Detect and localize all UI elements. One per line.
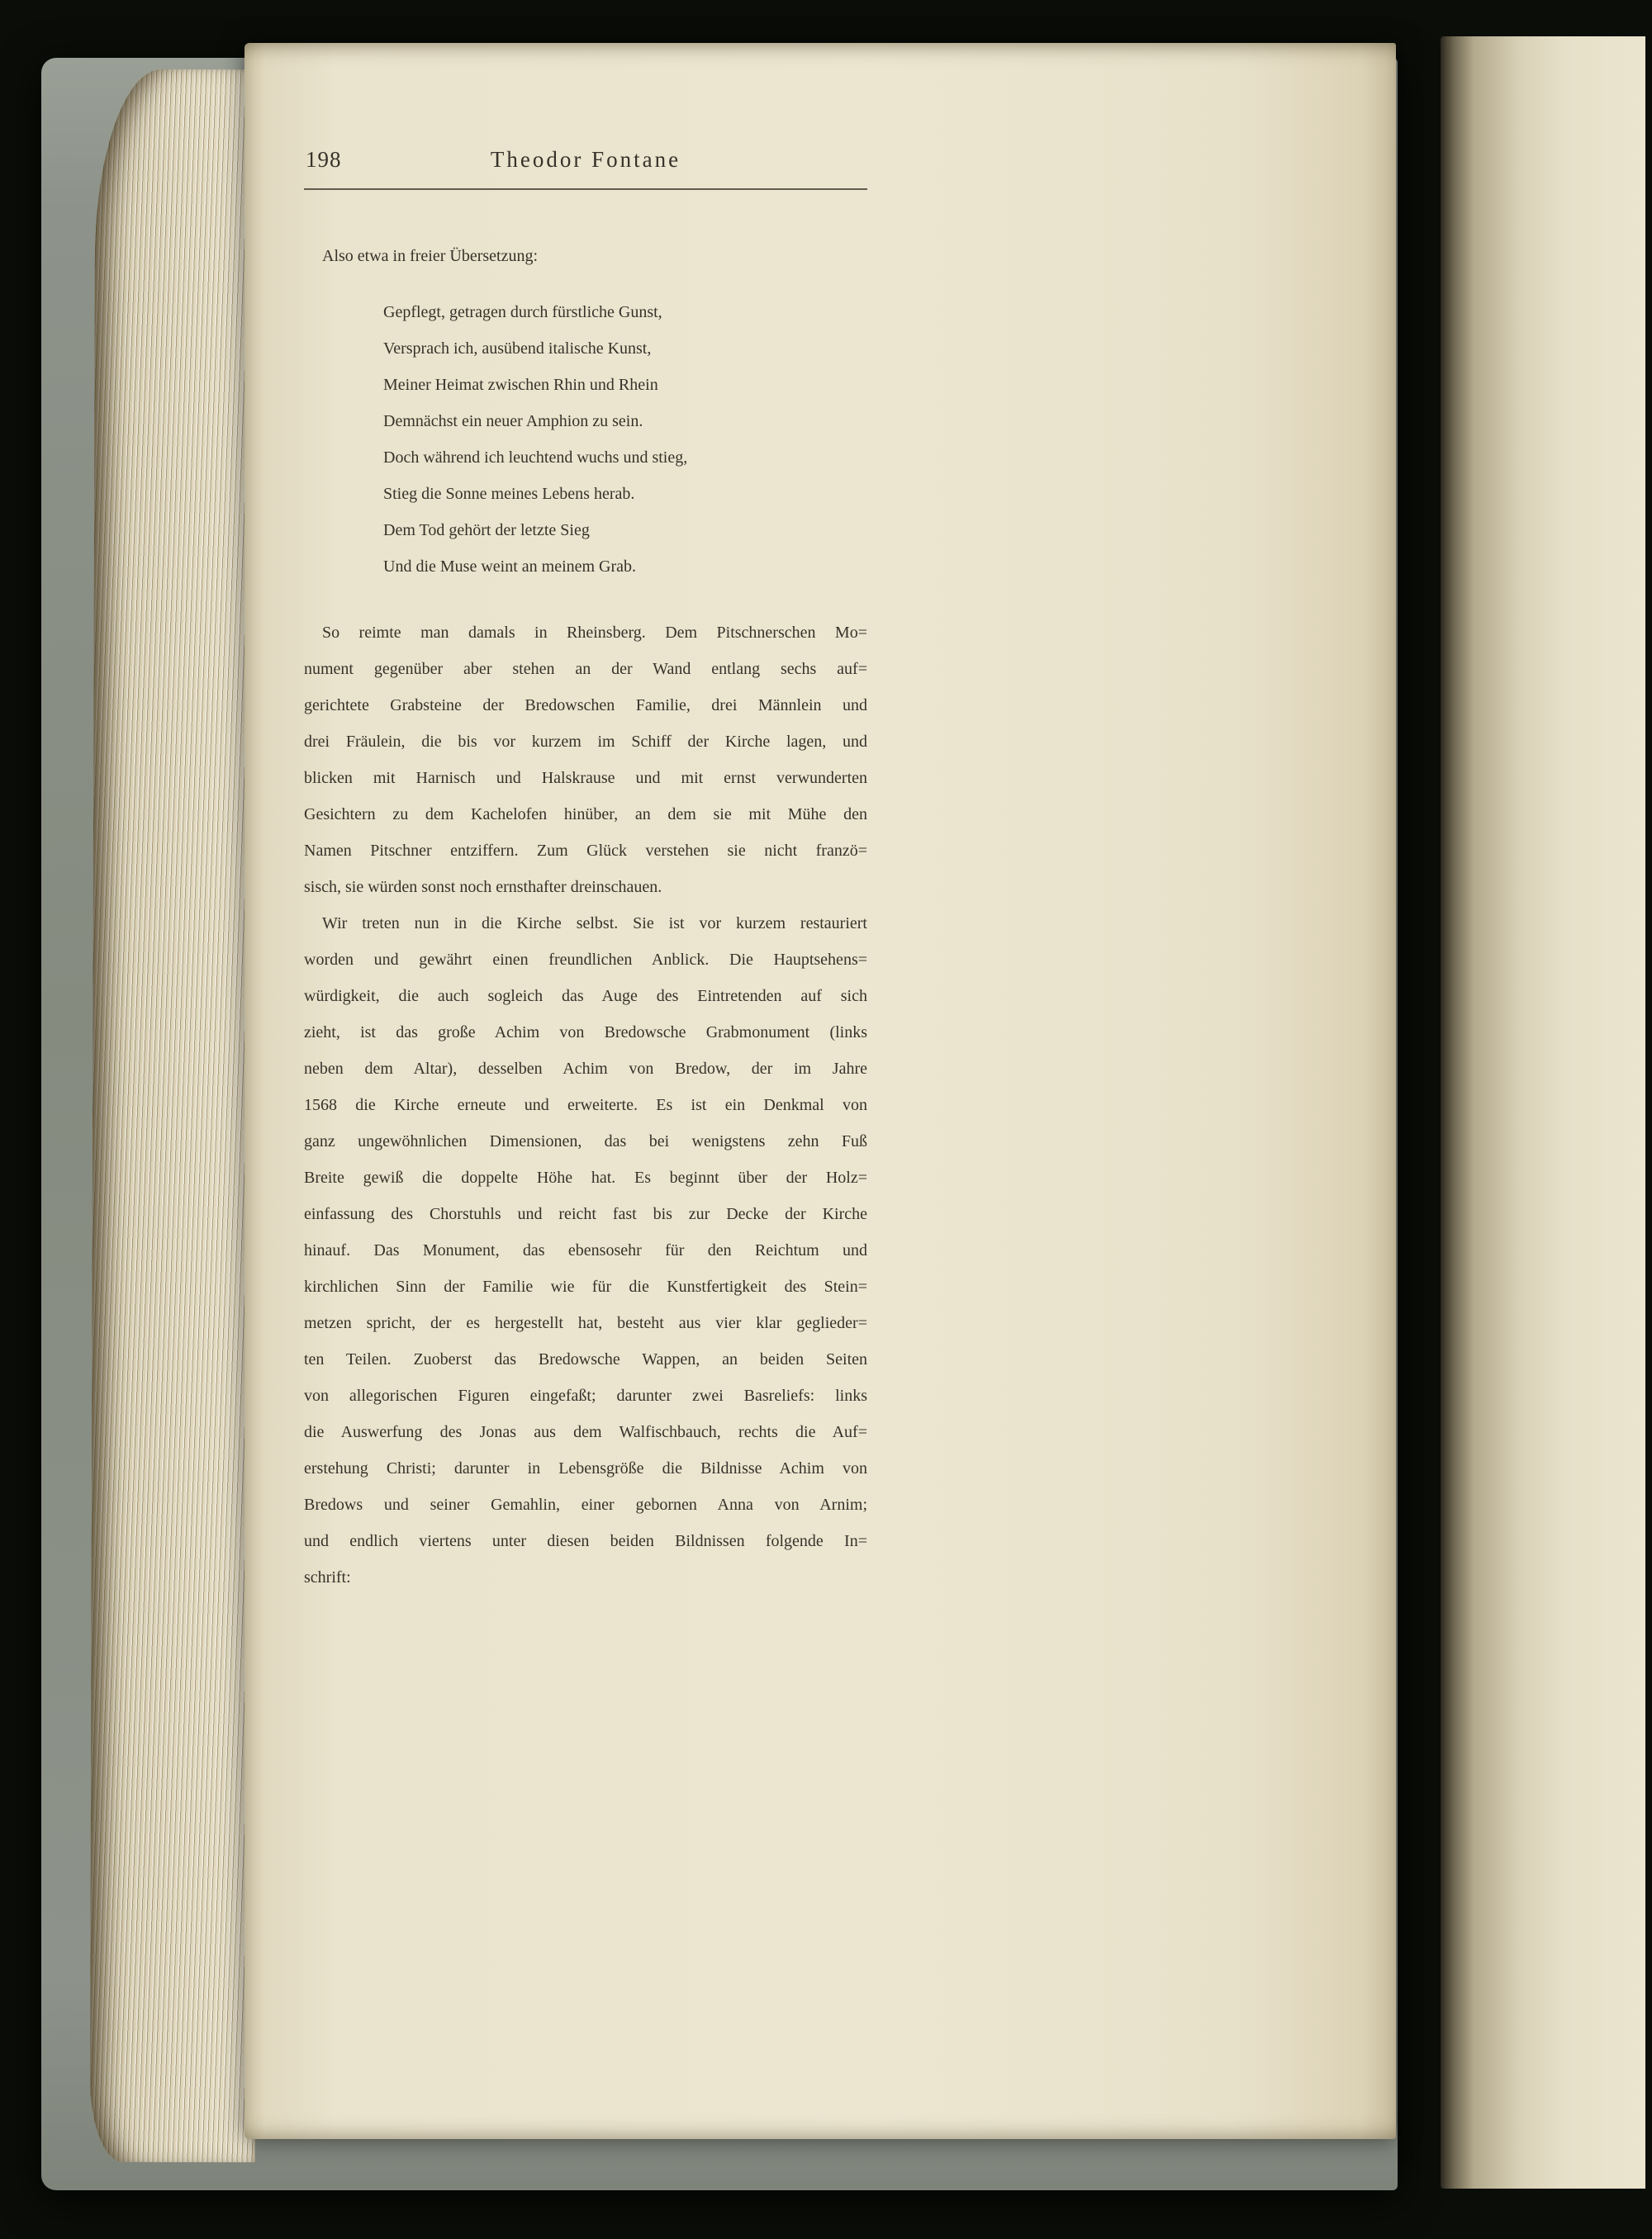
text-line: zieht, ist das große Achim von Bredowsche Grabmonument (links: [304, 1023, 867, 1041]
text-line: erstehung Christi; darunter in Lebensgröße die Bildnisse Achim von: [304, 1459, 867, 1478]
text-line: Namen Pitschner entziffern. Zum Glück verstehen sie nicht franzö=: [304, 842, 867, 860]
running-title: Theodor Fontane: [490, 147, 681, 172]
text-line: metzen spricht, der es hergestellt hat, besteht aus vier klar geglieder=: [304, 1314, 867, 1332]
paragraph: [304, 905, 867, 1596]
text-line: einfassung des Chorstuhls und reicht fast bis zur Decke der Kirche: [304, 1205, 867, 1223]
facing-page-sliver: [1441, 36, 1645, 2189]
text-line: Breite gewiß die doppelte Höhe hat. Es beginnt über der Holz=: [304, 1169, 867, 1187]
text-line: ten Teilen. Zuoberst das Bredowsche Wappen, an beiden Seiten: [304, 1350, 867, 1369]
poem-line: Gepflegt, getragen durch fürstliche Gunst,: [383, 303, 662, 321]
text-line: nument gegenüber aber stehen an der Wand entlang sechs auf=: [304, 660, 867, 678]
intro-line: Also etwa in freier Übersetzung:: [322, 247, 539, 265]
text-line: von allegorischen Figuren eingefaßt; darunter zwei Basreliefs: links: [304, 1387, 867, 1405]
text-line: blicken mit Harnisch und Halskrause und mit ernst verwunderten: [304, 769, 867, 787]
poem-line: Meiner Heimat zwischen Rhin und Rhein: [383, 376, 658, 394]
book-page: [244, 43, 1396, 2139]
running-header: [304, 147, 867, 177]
text-line: 1568 die Kirche erneute und erweiterte. Es ist ein Denkmal von: [304, 1096, 867, 1114]
text-line: So reimte man damals in Rheinsberg. Dem Pitschnerschen Mo=: [322, 624, 867, 642]
text-line: neben dem Altar), desselben Achim von Bredow, der im Jahre: [304, 1060, 867, 1078]
poem-line: Doch während ich leuchtend wuchs und stieg,: [383, 448, 688, 467]
header-rule: [304, 188, 867, 190]
text-line: Wir treten nun in die Kirche selbst. Sie ist vor kurzem restauriert: [322, 914, 867, 932]
poem-line: Und die Muse weint an meinem Grab.: [383, 557, 637, 576]
text-line: gerichtete Grabsteine der Bredowschen Familie, drei Männlein und: [304, 696, 867, 714]
text-line: ganz ungewöhnlichen Dimensionen, das bei wenigstens zehn Fuß: [304, 1132, 867, 1150]
text-line: kirchlichen Sinn der Familie wie für die Kunstfertigkeit des Stein=: [304, 1278, 867, 1296]
text-line: worden und gewährt einen freundlichen Anblick. Die Hauptsehens=: [304, 951, 867, 969]
poem: [304, 294, 867, 585]
text-line: und endlich viertens unter diesen beiden Bildnissen folgende In=: [304, 1532, 867, 1550]
poem-line: Demnächst ein neuer Amphion zu sein.: [383, 412, 643, 430]
paragraph: [304, 614, 867, 905]
text-line: sisch, sie würden sonst noch ernsthafter dreinschauen.: [304, 878, 662, 896]
text-line: drei Fräulein, die bis vor kurzem im Schiff der Kirche lagen, und: [304, 733, 867, 751]
body-text: [304, 614, 867, 1596]
text-line: würdigkeit, die auch sogleich das Auge des Eintretenden auf sich: [304, 987, 867, 1005]
poem-line: Dem Tod gehört der letzte Sieg: [383, 521, 590, 539]
poem-line: Versprach ich, ausübend italische Kunst,: [383, 339, 652, 358]
text-line: hinauf. Das Monument, das ebensosehr für den Reichtum und: [304, 1241, 867, 1259]
text-line: Gesichtern zu dem Kachelofen hinüber, an dem sie mit Mühe den: [304, 805, 867, 823]
poem-line: Stieg die Sonne meines Lebens herab.: [383, 485, 635, 503]
text-line: Bredows und seiner Gemahlin, einer gebornen Anna von Arnim;: [304, 1496, 867, 1514]
text-column: [304, 147, 867, 1596]
text-line: die Auswerfung des Jonas aus dem Walfischbauch, rechts die Auf=: [304, 1423, 867, 1441]
page-number: 198: [306, 147, 342, 172]
page-edge-stack: [90, 69, 261, 2163]
text-line: schrift:: [304, 1568, 351, 1587]
